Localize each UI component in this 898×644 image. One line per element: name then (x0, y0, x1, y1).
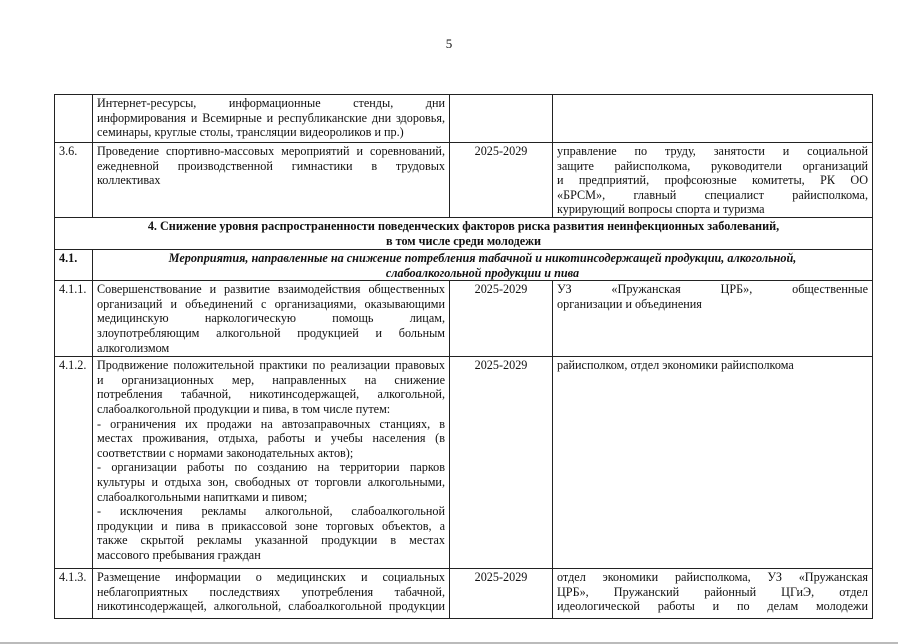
plan-table (54, 94, 873, 619)
section-heading: 4. Снижение уровня распространенности поведенческих факторов риска развития неинфекционных заболеваний, в том числе среди молодежи (55, 217, 873, 249)
page-number: 5 (445, 36, 453, 51)
term-cell: 2025-2029 (450, 143, 553, 218)
responsible-cell: отдел экономики райисполкома, УЗ «Пружанская ЦРБ», Пружанский районный ЦГиЭ, отдел идеологической работы и по делам молодежи (553, 569, 873, 619)
subsection-heading: Мероприятия, направленные на снижение потребления табачной и никотинсодержащей продукции, алкогольной, слабоалкогольной продукции и пива (93, 249, 873, 280)
row-number (55, 95, 93, 143)
term-cell: 2025-2029 (450, 569, 553, 619)
row-number: 4.1.3. (55, 569, 93, 619)
section-heading-row (55, 217, 873, 249)
term-cell: 2025-2029 (450, 357, 553, 569)
table-row (55, 281, 873, 357)
responsible-cell: УЗ «Пружанская ЦРБ», общественные организации и объединения (553, 281, 873, 357)
activity-cell: Проведение спортивно-массовых мероприятий и соревнований, ежедневной производственной гимнастики в трудовых коллективах (93, 143, 450, 218)
term-cell: 2025-2029 (450, 281, 553, 357)
responsible-cell: управление по труду, занятости и социальной защите райисполкома, руководители организаций и предприятий, профсоюзные комитеты, РК ОО «БРСМ», главный специалист райисполкома, курирующий вопросы спорта и туризма (553, 143, 873, 218)
row-number: 4.1.1. (55, 281, 93, 357)
table-row (55, 357, 873, 569)
table-row (55, 569, 873, 619)
term-cell (450, 95, 553, 143)
table-row (55, 143, 873, 218)
activity-cell: Размещение информации о медицинских и социальных неблагоприятных последствиях употребления табачной, никотинсодержащей, алкогольной, слабоалкогольной продукции (93, 569, 450, 619)
row-number: 3.6. (55, 143, 93, 218)
row-number: 4.1.2. (55, 357, 93, 569)
table-row (55, 95, 873, 143)
activity-cell: Совершенствование и развитие взаимодействия общественных организаций и объединений с организациями, оказывающими медицинскую наркологическую помощь лицам, злоупотребляющим алкогольной продукцией и больным алкоголизмом (93, 281, 450, 357)
subsection-number: 4.1. (55, 249, 93, 280)
activity-cell: Продвижение положительной практики по реализации правовых и организационных мер, направленных на снижение потребления табачной, никотинсодержащей, алкогольной, слабоалкогольной продукции и пива, в том числе путем: - ограничения их продажи на автозаправочных станциях, в местах проживания, отдыха, работы и учебы населения (в соответствии с нормами законодательных актов); - организации работы по созданию на территории парков культуры и отдыха зон, свободных от торговли алкогольными, слабоалкогольными напитками и пивом; - исключения рекламы алкогольной, слабоалкогольной продукции и пива в прикассовой зоне торговых объектов, а также скрытой рекламы указанной продукции в местах массового пребывания граждан (93, 357, 450, 569)
responsible-cell: райисполком, отдел экономики райисполкома (553, 357, 873, 569)
responsible-cell (553, 95, 873, 143)
activity-cell: Интернет-ресурсы, информационные стенды, дни информирования и Всемирные и республиканские дни здоровья, семинары, круглые столы, трансляции видеороликов и пр.) (93, 95, 450, 143)
subsection-heading-row (55, 249, 873, 280)
